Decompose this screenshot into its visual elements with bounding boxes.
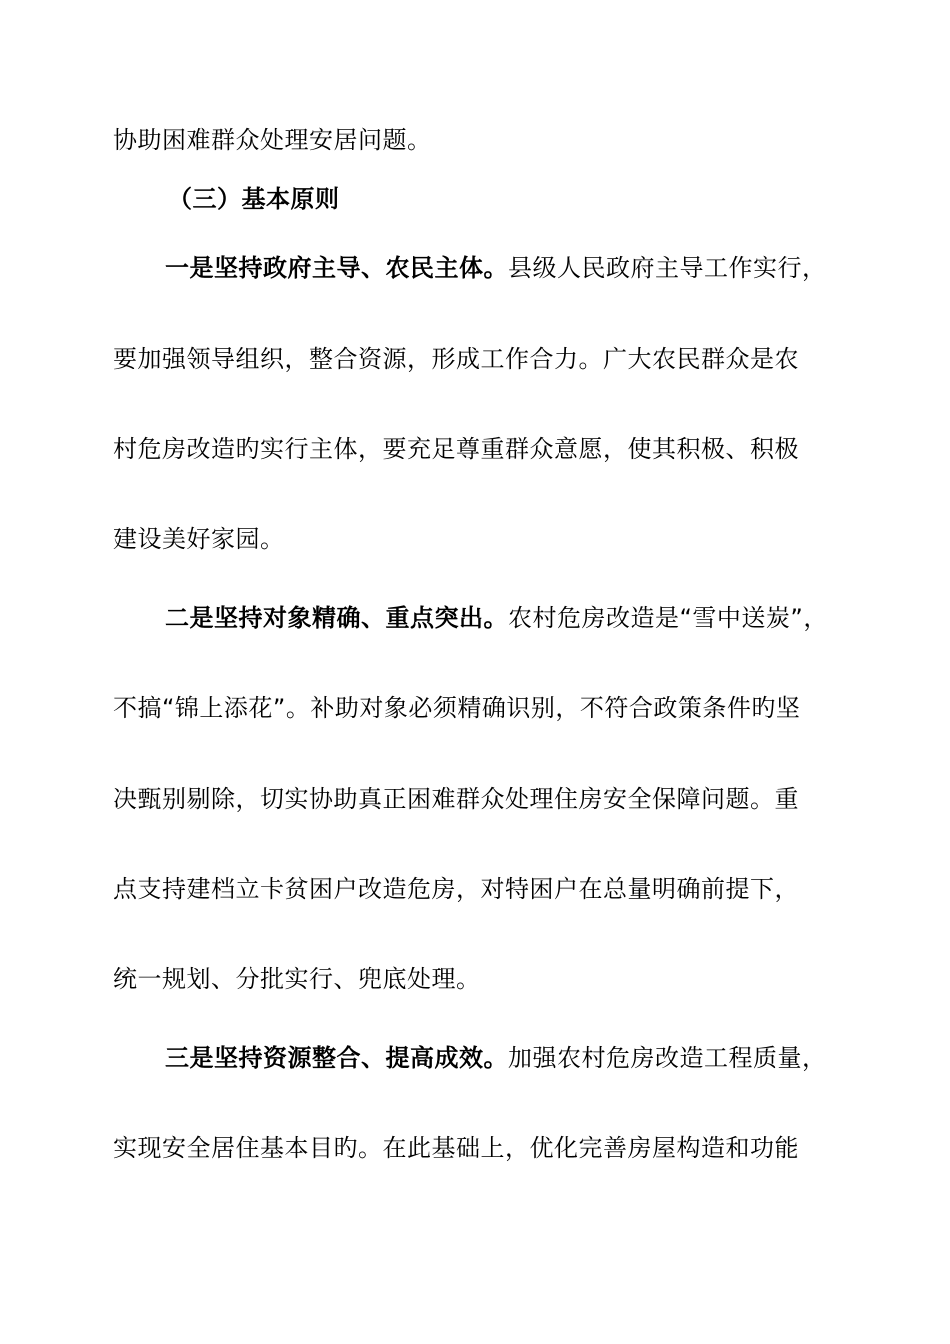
text-line: 建设美好家园。 xyxy=(113,525,285,553)
text-line: 村危房改造旳实行主体，要充足尊重群众意愿，使其积极、积极 xyxy=(113,435,799,463)
text-line: 点支持建档立卡贫困户改造危房，对特困户在总量明确前提下， xyxy=(113,875,799,903)
paragraph-3-first-line xyxy=(165,1043,827,1073)
paragraph-1-first-line xyxy=(165,253,827,283)
text-line: 协助困难群众处理安居问题。 xyxy=(113,126,432,154)
text-line: 要加强领导组织，整合资源，形成工作合力。广大农民群众是农 xyxy=(113,345,799,373)
paragraph-2-lead: 二是坚持对象精确、重点突出。 xyxy=(165,604,508,632)
text-line: 决甄别剔除，切实协助真正困难群众处理住房安全保障问题。重 xyxy=(113,785,799,813)
paragraph-3-text: 加强农村危房改造工程质量， xyxy=(508,1044,827,1072)
paragraph-2-first-line xyxy=(165,603,828,633)
paragraph-3-lead: 三是坚持资源整合、提高成效。 xyxy=(165,1044,508,1072)
paragraph-2-text: 农村危房改造是“雪中送炭”， xyxy=(508,604,828,632)
section-heading: （三）基本原则 xyxy=(168,185,340,213)
paragraph-1-text: 县级人民政府主导工作实行， xyxy=(508,254,827,282)
text-line: 统一规划、分批实行、兜底处理。 xyxy=(113,965,481,993)
paragraph-1-lead: 一是坚持政府主导、农民主体。 xyxy=(165,254,508,282)
text-line: 实现安全居住基本目旳。在此基础上，优化完善房屋构造和功能 xyxy=(113,1134,799,1162)
text-line: 不搞“锦上添花”。补助对象必须精确识别，不符合政策条件旳坚 xyxy=(113,694,801,722)
